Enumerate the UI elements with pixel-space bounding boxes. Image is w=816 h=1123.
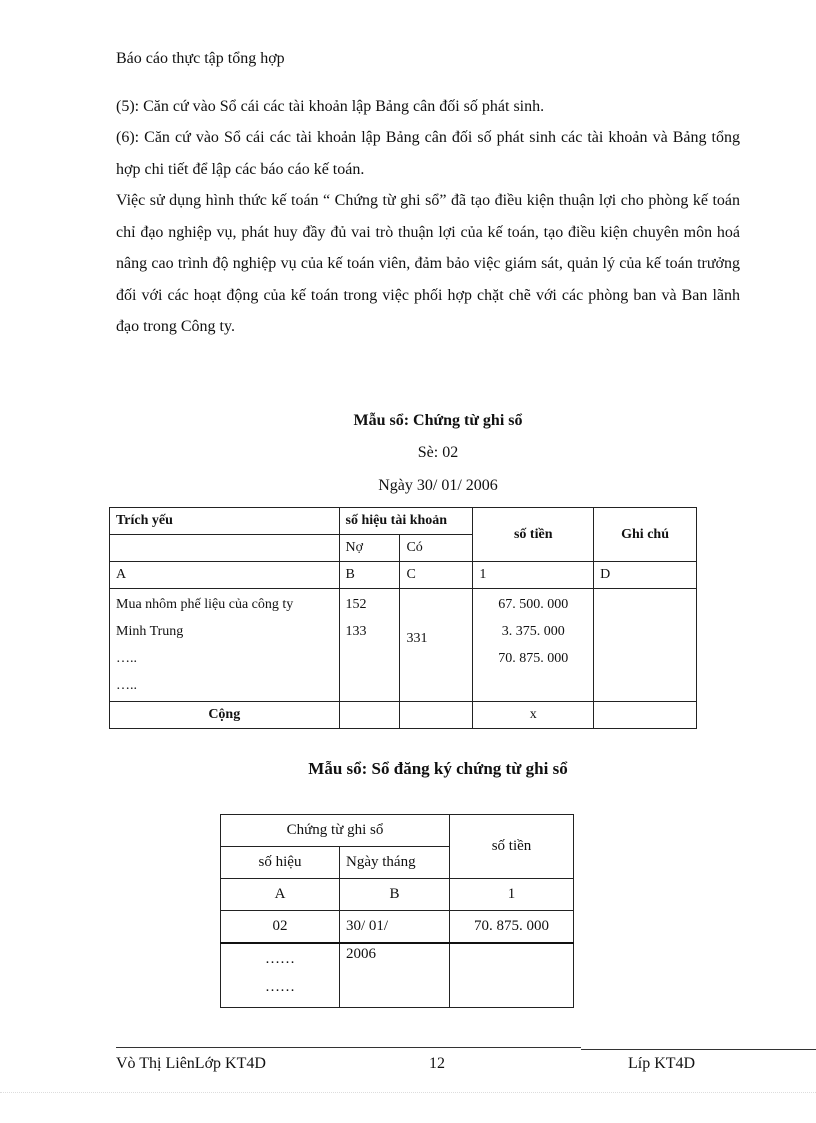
no-account: 133	[345, 624, 367, 639]
header-ghi-chu: Ghi chú	[594, 508, 697, 562]
dots: ……	[265, 979, 295, 995]
form1-title: Mẫu sổ: Chứng từ ghi sổ	[353, 412, 523, 429]
bottom-dotted-rule	[0, 1092, 816, 1093]
header-ngay-thang: Ngày tháng	[340, 847, 450, 879]
code-1: 1	[450, 879, 574, 911]
desc-line: …..	[116, 678, 137, 693]
desc-line: Mua nhôm phế liệu của công ty	[116, 597, 294, 612]
description-cell	[110, 589, 340, 702]
row1-so-hieu: 02	[221, 911, 340, 944]
row2-so-hieu	[221, 943, 340, 1008]
paragraph-chung-tu-ghi-so: Việc sử dụng hình thức kế toán “ Chứng từ ghi sổ” đã tạo điều kiện thuận lợi cho phòng kế toán chỉ đạo nghiệp vụ, phát huy đầy đủ vai trò thuận lợi của kế toán, tạo điều kiện chuyên môn hoá nâng cao trình độ nghiệp vụ của kế toán viên, đảm bảo việc giám sát, quản lý của kế toán trưởng đối với các hoạt động của kế toán trong việc phối hợp chặt chẽ với các phòng ban và Ban lãnh đạo trong Công ty.	[116, 192, 740, 335]
code-b: B	[339, 562, 400, 589]
co-account-cell	[400, 589, 473, 702]
row2-so-tien	[450, 943, 574, 1008]
empty-cell	[400, 702, 473, 729]
paragraph-step-5: (5): Căn cứ vào Sổ cái các tài khoản lập Bảng cân đối số phát sinh.	[116, 98, 545, 115]
header-so-hieu-tk: số hiệu tài khoản	[339, 508, 473, 535]
header-co: Có	[400, 535, 473, 562]
empty-cell	[110, 535, 340, 562]
form1-number: Sè: 02	[417, 444, 459, 461]
code-b: B	[340, 879, 450, 911]
total-amount: x	[473, 702, 594, 729]
amount: 3. 375. 000	[501, 624, 565, 639]
desc-line: Minh Trung	[116, 624, 184, 639]
amount: 70. 875. 000	[498, 651, 569, 666]
code-d: D	[594, 562, 697, 589]
amounts-cell	[473, 589, 594, 702]
footer-divider	[116, 1047, 581, 1048]
form2-title: Mẫu sổ: Sổ đăng ký chứng từ ghi sổ	[308, 759, 568, 778]
page-number: 12	[429, 1055, 445, 1072]
footer-divider-right	[581, 1049, 816, 1050]
header-so-hieu: số hiệu	[221, 847, 340, 879]
row2-ngay: 2006	[340, 943, 450, 1008]
code-a: A	[221, 879, 340, 911]
no-account: 152	[345, 597, 367, 612]
form1-date: Ngày 30/ 01/ 2006	[378, 477, 498, 494]
so-dang-ky-table	[220, 814, 574, 1008]
total-label: Cộng	[110, 702, 340, 729]
dots: ……	[265, 951, 295, 967]
co-account: 331	[406, 631, 428, 646]
empty-cell	[339, 702, 400, 729]
chung-tu-ghi-so-table	[109, 507, 697, 729]
footer-class: Líp KT4D	[628, 1055, 696, 1072]
code-1: 1	[473, 562, 594, 589]
header-so-tien: số tiền	[450, 815, 574, 879]
no-accounts-cell	[339, 589, 400, 702]
page-header: Báo cáo thực tập tổng hợp	[116, 50, 285, 67]
empty-cell	[594, 702, 697, 729]
code-c: C	[400, 562, 473, 589]
desc-line: …..	[116, 651, 137, 666]
ghi-chu-cell	[594, 589, 697, 702]
footer-author: Vò Thị LiênLớp KT4D	[116, 1055, 266, 1072]
code-a: A	[110, 562, 340, 589]
amount: 67. 500. 000	[498, 597, 569, 612]
row1-so-tien: 70. 875. 000	[450, 911, 574, 944]
header-trich-yeu: Trích yếu	[110, 508, 340, 535]
header-no: Nợ	[339, 535, 400, 562]
row1-ngay: 30/ 01/	[340, 911, 450, 944]
header-ctgs: Chứng từ ghi sổ	[221, 815, 450, 847]
paragraph-step-6: (6): Căn cứ vào Sổ cái các tài khoản lập Bảng cân đối số phát sinh các tài khoản và Bảng tổng hợp chi tiết để lập các báo cáo kế toán.	[116, 129, 740, 178]
header-so-tien: số tiền	[473, 508, 594, 562]
